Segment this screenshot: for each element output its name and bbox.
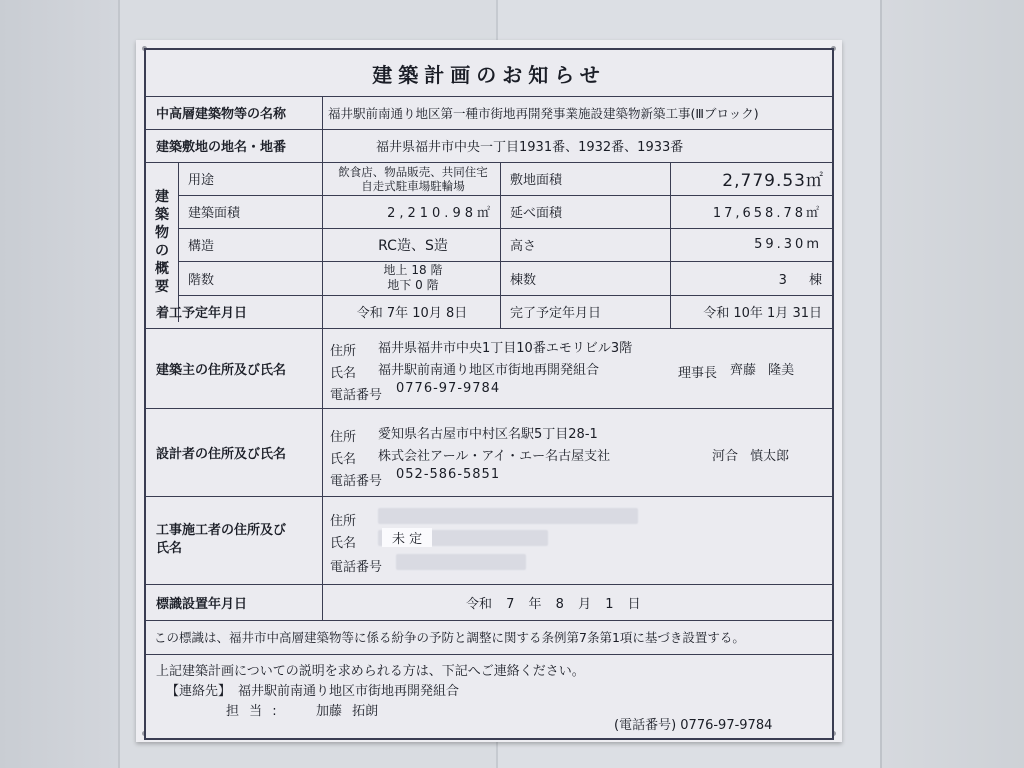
overview-side-char: 築 [155, 207, 169, 223]
row-schedule [146, 295, 832, 329]
row-owner [146, 328, 832, 409]
floors-above: 地上 18 階 [383, 263, 443, 277]
owner-rep-title: 理事長 [678, 366, 718, 381]
structure-value: RC造、S造 [378, 237, 448, 254]
building-name-label: 中高層建築物等の名称 [156, 107, 287, 122]
row-building-name [146, 96, 832, 130]
site-address-value: 福井県福井市中央一丁目1931番、1932番、1933番 [376, 140, 684, 155]
contact-org: 福井駅前南通り地区市街地再開発組合 [238, 684, 460, 699]
notice-text: この標識は、福井市中高層建築物等に係る紛争の予防と調整に関する条例第7条第1項に基づき設置する。 [154, 630, 745, 645]
row-use [178, 162, 832, 196]
row-notice [146, 620, 832, 655]
notice-title: 建築計画のお知らせ [146, 50, 832, 97]
owner-phone-label: 電話番号 [330, 388, 383, 403]
end-date-label: 完了予定年月日 [510, 306, 602, 321]
building-plan-notice-board [136, 40, 842, 742]
contact-person-label: 担 当 : [226, 704, 277, 719]
start-date-value: 令和 7年 10月 8日 [356, 306, 468, 321]
sign-date-value: 令和 7 年 8 月 1 日 [466, 596, 641, 612]
row-designer [146, 408, 832, 497]
contractor-label [146, 496, 322, 584]
row-structure [178, 228, 832, 262]
owner-address-label: 住所 [330, 344, 357, 359]
floors-below: 地下 0 階 [387, 278, 439, 292]
height-label: 高さ [510, 239, 537, 254]
overview-side-char: 物 [155, 225, 169, 241]
row-floors [178, 261, 832, 296]
row-sign-date [146, 584, 832, 621]
buildings-label: 棟数 [510, 272, 537, 288]
buildings-value: 3 棟 [778, 272, 822, 288]
start-date-label: 着工予定年月日 [156, 306, 248, 321]
overview-side-char: の [155, 243, 169, 259]
use-value-line: 自走式駐車場駐輪場 [361, 178, 465, 193]
covered-text-patch [396, 554, 526, 570]
floor-area-label: 延べ面積 [510, 206, 563, 221]
designer-name-label: 氏名 [330, 452, 357, 467]
contractor-phone-label: 電話番号 [330, 560, 383, 575]
owner-label: 建築主の住所及び氏名 [156, 362, 287, 378]
end-date-value: 令和 10年 1月 31日 [703, 306, 822, 321]
site-area-value: 2,779.53㎡ [722, 171, 824, 191]
contact-org-label: 【連絡先】 [166, 684, 232, 699]
use-label: 用途 [188, 173, 215, 188]
owner-address: 福井県福井市中央1丁目10番エモリビル3階 [378, 341, 633, 356]
designer-name: 株式会社アール・アイ・エー名古屋支社 [378, 449, 611, 464]
designer-phone: 052-586-5851 [396, 467, 501, 482]
building-area-label: 建築面積 [188, 206, 241, 221]
contractor-label-line: 氏名 [156, 541, 183, 556]
sign-date-label: 標識設置年月日 [156, 596, 248, 612]
use-value [328, 162, 498, 195]
site-area-label: 敷地面積 [510, 173, 563, 188]
notice-table [144, 48, 834, 740]
floors-label: 階数 [188, 272, 215, 288]
owner-name-label: 氏名 [330, 366, 357, 381]
building-area-value: 2,210.98㎡ [387, 206, 494, 221]
wall-panel [0, 0, 118, 768]
floor-area-value: 17,658.78㎡ [712, 206, 822, 221]
owner-rep-name: 齊藤 隆美 [730, 363, 795, 378]
designer-label: 設計者の住所及び氏名 [156, 446, 287, 462]
use-value-line: 飲食店、物品販売、共同住宅 [338, 164, 488, 179]
designer-address-label: 住所 [330, 430, 357, 445]
structure-label: 構造 [188, 239, 215, 254]
designer-phone-label: 電話番号 [330, 474, 383, 489]
covered-text-patch [378, 508, 638, 524]
contact-intro: 上記建築計画についての説明を求められる方は、下記へご連絡ください。 [156, 664, 585, 679]
owner-phone: 0776-97-9784 [396, 381, 501, 396]
row-contractor [146, 496, 832, 585]
designer-address: 愛知県名古屋市中村区名駅5丁目28-1 [378, 427, 598, 442]
owner-name: 福井駅前南通り地区市街地再開発組合 [378, 363, 600, 378]
overview-side-char: 要 [155, 279, 169, 295]
contact-person: 加藤 拓朗 [316, 704, 379, 719]
row-site-address [146, 129, 832, 163]
building-name-value: 福井駅前南通り地区第一種市街地再開発事業施設建築物新築工事(Ⅲブロック) [328, 105, 759, 121]
floors-value [328, 261, 498, 295]
height-value: 59.30m [754, 237, 822, 252]
contractor-name: 未 定 [382, 528, 432, 547]
contractor-address-label: 住所 [330, 514, 357, 529]
row-building-area [178, 195, 832, 229]
overview-side-char: 建 [155, 189, 169, 205]
contractor-name-label: 氏名 [330, 536, 357, 551]
designer-rep-name: 河合 慎太郎 [712, 449, 790, 464]
site-address-label: 建築敷地の地名・地番 [156, 140, 287, 155]
wall-panel [880, 0, 1024, 768]
overview-side-char: 概 [155, 261, 169, 277]
contact-phone: (電話番号) 0776-97-9784 [614, 718, 773, 733]
contractor-label-line: 工事施工者の住所及び [156, 523, 287, 538]
